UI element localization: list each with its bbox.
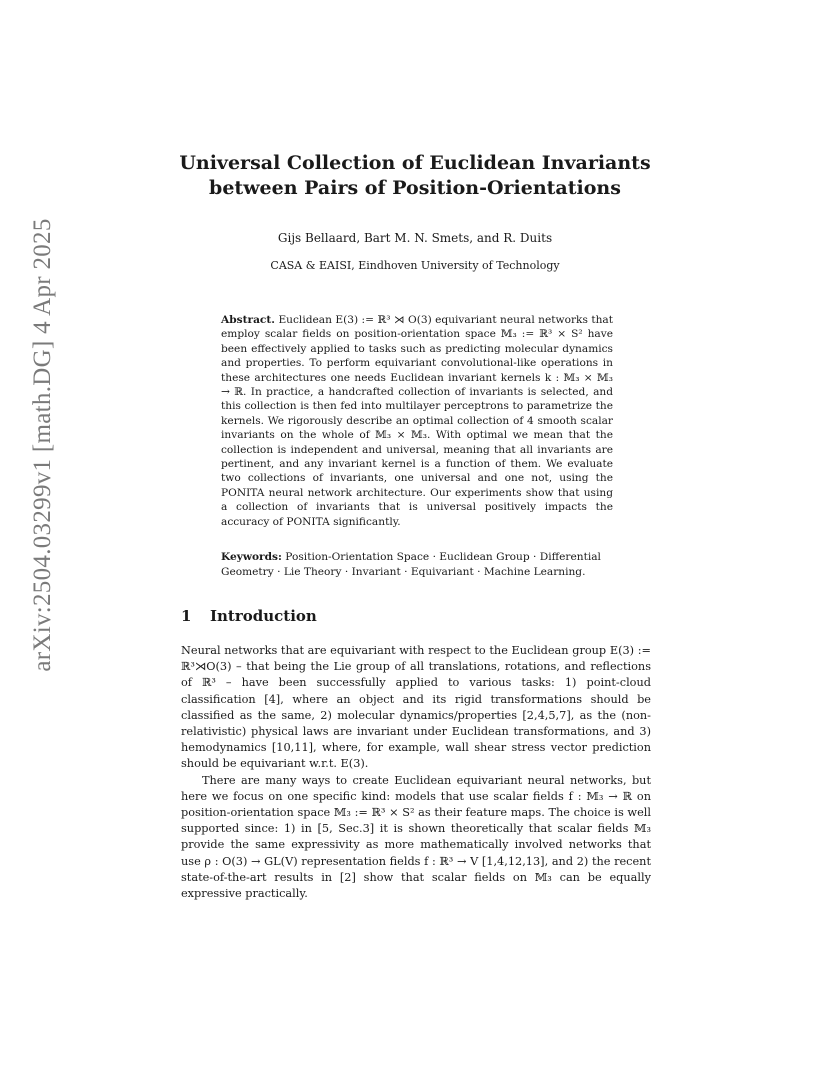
keywords-label: Keywords: (221, 551, 282, 563)
paper-title (140, 151, 690, 201)
keywords (221, 550, 613, 580)
arxiv-identifier: arXiv:2504.03299v1 [math.DG] 4 Apr 2025 (29, 218, 56, 672)
title-line-2: between Pairs of Position-Orientations (209, 177, 621, 199)
abstract (221, 313, 613, 529)
abstract-label: Abstract. (221, 314, 275, 326)
keywords-text: Position-Orientation Space · Euclidean Group · Differential Geometry · Lie Theory · Invariant · Equivariant · Machine Learning. (221, 551, 601, 578)
intro-paragraph-1: Neural networks that are equivariant with respect to the Euclidean group E(3) := ℝ³⋊O(3) – that being the Lie group of all translations, rotations, and reflections of ℝ³ – have been successfully applied to various tasks: 1) point-cloud classification [4], where an object and its rigid transformations should be classified as the same, 2) molecular dynamics/properties [2,4,5,7], as the (non-relativistic) physical laws are invariant under Euclidean transformations, and 3) hemodynamics [10,11], where, for example, wall shear stress vector prediction should be equivariant w.r.t. E(3). (181, 644, 651, 771)
section-heading (181, 606, 317, 626)
affiliation: CASA & EAISI, Eindhoven University of Technology (270, 259, 560, 272)
section-title: Introduction (210, 607, 317, 625)
section-number: 1 (181, 607, 192, 625)
introduction-body (181, 643, 651, 902)
author-list: Gijs Bellaard, Bart M. N. Smets, and R. Duits (277, 231, 553, 245)
abstract-text: Euclidean E(3) := ℝ³ ⋊ O(3) equivariant neural networks that employ scalar fields on position-orientation space 𝕄₃ := ℝ³ × S² have been effectively applied to tasks such as predicting molecular dynamics and properties. To perform equivariant convolutional-like operations in these architectures one needs Euclidean invariant kernels k : 𝕄₃ × 𝕄₃ → ℝ. In practice, a handcrafted collection of invariants is selected, and this collection is then fed into multilayer perceptrons to parametrize the kernels. We rigorously describe an optimal collection of 4 smooth scalar invariants on the whole of 𝕄₃ × 𝕄₃. With optimal we mean that the collection is independent and universal, meaning that all invariants are pertinent, and any invariant kernel is a function of them. We evaluate two collections of invariants, one universal and one not, using the PONITA neural network architecture. Our experiments show that using a collection of invariants that is universal positively impacts the accuracy of PONITA significantly. (221, 314, 613, 528)
intro-paragraph-2: There are many ways to create Euclidean equivariant neural networks, but here we focus on one specific kind: models that use scalar fields f : 𝕄₃ → ℝ on position-orientation space 𝕄₃ := ℝ³ × S² as their feature maps. The choice is well supported since: 1) in [5, Sec.3] it is shown theoretically that scalar fields 𝕄₃ provide the same expressivity as more mathematically involved networks that use ρ : O(3) → GL(V) representation fields f : ℝ³ → V [1,4,12,13], and 2) the recent state-of-the-art results in [2] show that scalar fields on 𝕄₃ can be equally expressive practically. (181, 773, 651, 901)
title-line-1: Universal Collection of Euclidean Invariants (179, 152, 651, 174)
